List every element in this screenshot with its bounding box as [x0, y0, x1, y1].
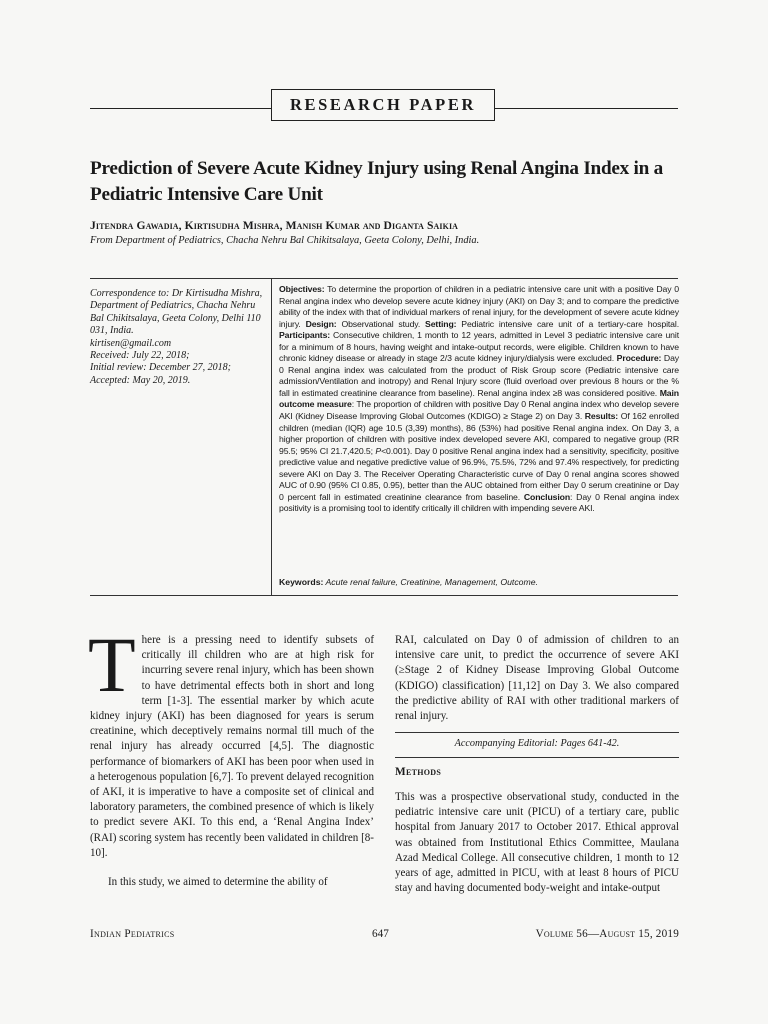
body-left-column — [88, 621, 374, 890]
journal-name: Indian Pediatrics — [90, 928, 175, 940]
methods-paragraph: This was a prospective observational study, conducted in the pediatric intensive care unit (PICU) of a tertiary care, public hospital from January 2017 to October 2017. Ethical approval was obtained from Institutional Ethics Committee, Maulana Azad Medical College. All consecutive children, 1 month to 12 years of age, admitted in PICU, with at least 8 hours of PICU stay and having documented body-weight and intake-output — [395, 791, 679, 895]
banner-area — [90, 95, 678, 118]
body-right-column — [395, 633, 679, 724]
abstract-text — [279, 284, 679, 515]
received-date: Received: July 22, 2018; — [90, 350, 190, 362]
editorial-bottom-rule — [395, 757, 679, 758]
keywords — [279, 577, 679, 587]
procedure-text: Day 0 Renal angina index was calculated from the product of Risk Group score (Pediatric intensive care admission/Ventilation and inotropy) and Renal Injury score (fluid overload over previous 8 hours or the % fall in estimated creatinine clearance from baseline). Renal angina index ≥8 was considered positive. — [279, 353, 680, 398]
results-text: Of 162 enrolled children (median (IQR) age 10.5 (3,39) months), 86 (53%) had positive Renal angina index. On Day 3, a higher proportion of children with positive index developed severe AKI, compared to negative group (RR 95.5; 95% CI 21.7,420.5; — [279, 411, 679, 456]
abstract-top-rule — [90, 278, 678, 279]
conclusion-label: Conclusion — [523, 491, 571, 502]
setting-text: Pediatric intensive care unit of a tertiary-care hospital. — [456, 318, 679, 329]
page-number: 647 — [372, 928, 389, 940]
design-text: Observational study. — [336, 318, 426, 329]
conclusion-text: : Day 0 Renal angina index positivity is a promising tool to identify critically ill children with impending severe AKI. — [279, 491, 680, 514]
article-title: Prediction of Severe Acute Kidney Injury using Renal Angina Index in a Pediatric Intensive Care Unit — [90, 158, 663, 205]
volume-date: Volume 56—August 15, 2019 — [535, 928, 679, 940]
participants-text: Consecutive children, 1 month to 12 years, admitted in Level 3 pediatric intensive care unit for a minimum of 8 hours, having weight and intake-output records, were eligible. Children known to have chronic kidney disease or already in stage 2/3 acute kidney injury/dialysis were excluded. — [279, 330, 679, 364]
intro-paragraph — [88, 621, 374, 861]
keywords-text: Acute renal failure, Creatinine, Management, Outcome. — [323, 577, 538, 587]
results-text-continued: <0.001). Day 0 positive Renal angina index had a sensitivity, specificity, positive predictive value and negative predictive value of 96.9%, 75.5%, 72% and 97.4% respectively, for predicting severe AKI on Day 3. The Receiver Operating Characteristic curve of Day 0 renal angina scores showed AUC of 0.90 (95% CI 0.85, 0.95), better than the AUC obtained from either Day 0 serum creatinine or Day 0 percent fall in estimated creatinine clearance from baseline. — [279, 445, 679, 502]
intro-text: here is a pressing need to identify subsets of critically ill children who are at high risk for incurring severe renal injury, which has been shown to have detrimental effects both in short and long term [1-3]. The essential marker by which acute kidney injury (AKI) has been diagnosed for years is serum creatinine, which deceptively remains normal till much of the renal injury has already occurred [4,5]. The diagnostic performance of biomarkers of AKI has been poor when used in a heterogenous population [6,7]. To prevent delayed recognition of AKI, it is imperative to have a composite set of clinical and laboratory parameters, the combined presence of which is likely to predict severe AKI. To this end, a ‘Renal Angina Index’ (RAI) scoring system has recently been validated in children [8-10]. — [90, 634, 374, 859]
methods-heading: Methods — [395, 766, 442, 778]
objectives-text: To determine the proportion of children in a pediatric intensive care unit with a positive Day 0 Renal angina index who develop severe acute kidney injury (AKI) on Day 3; and to compare the predictive ability of the index with that of individual markers of renal injury, for the development of severe acute kidney injury. — [279, 284, 679, 329]
accompanying-editorial: Accompanying Editorial: Pages 641-42. — [454, 738, 620, 749]
correspondence-address: Correspondence to: Dr Kirtisudha Mishra, Department of Pediatrics, Chacha Nehru Bal Chikitsalaya, Geeta Colony, Delhi 110 031, India. — [90, 288, 263, 337]
abstract-column-divider — [271, 278, 272, 595]
correspondence-block — [90, 288, 266, 387]
correspondence-email: kirtisen@gmail.com — [90, 337, 172, 349]
setting-label: Setting: — [425, 318, 457, 329]
abstract — [279, 284, 679, 515]
participants-label: Participants: — [279, 330, 331, 341]
author-list: Jitendra Gawadia, Kirtisudha Mishra, Manish Kumar and Diganta Saikia — [90, 219, 459, 232]
aim-paragraph: In this study, we aimed to determine the ability of — [108, 876, 328, 889]
abstract-bottom-rule — [90, 595, 678, 596]
article-type-banner: RESEARCH PAPER — [271, 89, 495, 121]
procedure-label: Procedure: — [616, 353, 662, 364]
design-label: Design: — [305, 318, 337, 329]
accepted-date: Accepted: May 20, 2019. — [90, 374, 191, 386]
drop-cap: T — [88, 621, 136, 708]
p-value-label: P — [375, 445, 382, 456]
keywords-label: Keywords: — [279, 577, 324, 587]
outcome-text: : The proportion of children with positive Day 0 Renal angina index who develop severe AKI (Kidney Disease Improving Global Outcomes (KDIGO) ≥ Stage 2) on Day 3. — [279, 399, 680, 422]
outcome-label: Main outcome measure — [279, 387, 679, 410]
objectives-label: Objectives: — [279, 284, 325, 294]
initial-review-date: Initial review: December 27, 2018; — [90, 362, 231, 374]
affiliation: From Department of Pediatrics, Chacha Nehru Bal Chikitsalaya, Geeta Colony, Delhi, India. — [90, 235, 480, 246]
editorial-top-rule — [395, 732, 679, 733]
aim-paragraph-continued: RAI, calculated on Day 0 of admission of children to an intensive care unit, to predict the occurrence of severe AKI (≥Stage 2 of Kidney Disease Improving Global Outcome (KDIGO) classification) [11,12] on Day 3. We also compared the predictive ability of RAI with other traditional markers of renal injury. — [395, 634, 679, 723]
results-label: Results: — [584, 411, 619, 422]
